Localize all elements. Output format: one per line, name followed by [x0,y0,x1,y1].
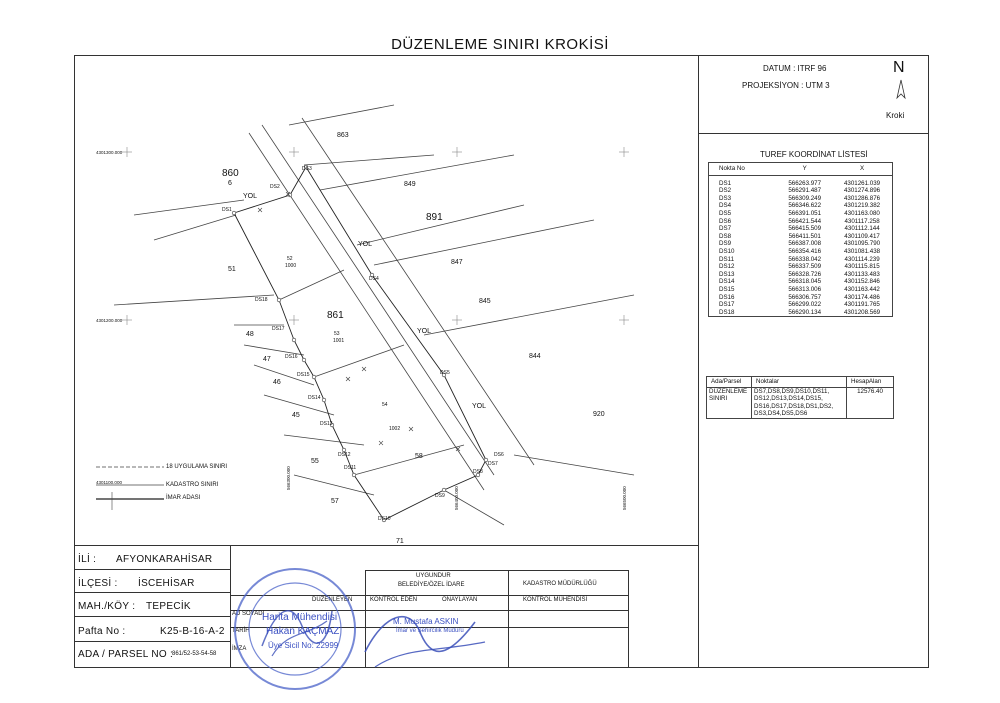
parcel-label-45: 45 [292,412,300,419]
imza: İMZA [232,646,247,652]
coord-y: 566299.022 [788,301,822,309]
kroki-label: Kroki [886,111,905,120]
coord-x: 4301163.442 [844,285,880,293]
ds-label-15: DS15 [297,372,310,378]
il-label: İLİ : [78,554,97,565]
parcel-label-863: 863 [337,132,349,139]
coord-row [709,218,892,226]
parcel-label-51: 51 [228,266,236,273]
coord-x: 4301219.382 [843,202,881,210]
coord-y: 566306.757 [788,293,822,301]
north-label: N [893,59,905,76]
coord-header-no: Nokta No [719,165,745,172]
coord-x: 4301261.039 [843,179,881,187]
ds-label-9: DS9 [435,493,445,499]
ds-label-14: DS14 [308,395,321,401]
ilce-value: İSCEHİSAR [138,578,195,589]
coord-y: 566411.501 [788,232,821,240]
parcel-label-860-sub: 6 [228,180,232,187]
ds-label-8: DS8 [473,469,483,475]
coord-point: DS13 [719,270,735,278]
coord-row [709,301,892,309]
parcel-label-55: 55 [311,458,319,465]
coord-x: 4301274.896 [843,187,881,195]
ds-label-4: DS4 [369,276,379,282]
coord-y: 566313.006 [788,285,822,293]
coord-point: DS9 [719,240,732,248]
coord-x: 4301095.790 [843,240,881,248]
coord-x: 4301081.438 [843,247,881,255]
coord-list-table [708,162,893,317]
parcel-map [74,55,698,545]
road-edge-west [262,125,494,475]
parcel-label-920: 920 [593,411,605,418]
parcel-label-845: 845 [479,298,491,305]
mah-value: TEPECİK [146,601,191,612]
panel-divider [698,55,699,668]
coord-point: DS15 [719,285,735,293]
duzenleyen: DÜZENLEYEN [312,597,353,603]
coord-row [709,202,892,210]
parsel-53-area: 1001 [333,338,345,344]
tarih: TARİH [232,628,250,634]
coord-x: 4301286.876 [843,194,881,202]
coord-row [709,278,892,286]
ds-label-18: DS18 [255,297,268,303]
coord-y: 566309.249 [788,194,822,202]
coord-point: DS3 [719,194,732,202]
area-parcel: DÜZENLEME SINIRI [707,387,752,418]
coord-row [709,286,892,294]
ds-label-17: DS17 [272,326,285,332]
coord-row [709,263,892,271]
belediye: BELEDİYE/ÖZEL İDARE [398,582,465,588]
coord-row [709,248,892,256]
coord-row [709,294,892,302]
grid-y1: 4301300.000 [96,150,123,155]
parcel-label-47: 47 [263,356,271,363]
coord-row [709,180,892,188]
coord-y: 566263.977 [788,179,822,187]
coord-x: 4301191.765 [844,301,880,309]
road-edge-east [302,118,534,465]
coord-x: 4301163.080 [844,209,880,217]
grid-x3: 566500.000 [622,486,627,510]
coord-point: DS12 [719,263,735,271]
stamp2-name: M. Mustafa ASKIN [393,617,459,626]
coord-point: DS16 [719,293,735,301]
coord-row [709,233,892,241]
coord-list-title: TUREF KOORDİNAT LİSTESİ [760,150,868,159]
stamp1-name: Harita Mühendisi [262,612,338,623]
coord-point: DS4 [719,202,732,210]
ilce-label: İLÇESİ : [78,578,118,589]
coord-row [709,187,892,195]
parsel-54: 54 [382,402,388,408]
coord-x: 4301174.486 [844,293,880,301]
ada-value: 861/52-53-54-58 [172,651,217,657]
coord-row [709,309,892,317]
coord-point: DS10 [719,247,735,255]
area-header-area: HesapAlan [851,378,882,385]
il-value: AFYONKARAHİSAR [116,554,213,565]
coord-y: 566354.416 [788,247,822,255]
coord-point: DS8 [719,232,732,240]
ds-label-12: DS12 [338,452,351,458]
coord-point: DS17 [719,301,735,309]
parsel-53: 53 [334,331,340,337]
header-divider [698,133,929,134]
coord-point: DS18 [719,308,735,316]
coord-point: DS7 [719,225,732,233]
area-header-parcel: Ada/Parsel [707,377,752,387]
ds-label-11: DS11 [344,465,357,471]
stamp2-title: İmar ve Şehircilik Müdürü [396,628,464,634]
grid-x1: 566300.000 [286,466,291,490]
ada-label: ADA / PARSEL NO : [78,649,174,660]
grid-y3: 4301100.000 [96,480,122,485]
coord-x: 4301117.258 [844,217,880,225]
coord-row [709,256,892,264]
coord-point: DS14 [719,278,735,286]
area-table [706,376,894,419]
stamp1-reg: Üye Sicil No: 22999 [268,641,339,650]
parcel-label-891: 891 [426,212,443,223]
coord-point: DS11 [719,255,735,263]
coord-x: 4301208.569 [843,308,881,316]
parcel-label-844: 844 [529,353,541,360]
coord-point: DS5 [719,209,732,217]
ds-label-7: DS7 [488,461,498,467]
parsel-54-area: 1002 [389,426,401,432]
kontrol-muh: KONTROL MÜHENDİSİ [523,597,588,603]
parcel-label-57: 57 [331,498,339,505]
coord-x: 4301114.239 [844,255,880,263]
stamp1-person: Hakan KAÇMAZ [266,626,340,637]
coord-y: 566421.544 [788,217,822,225]
legend-cadastre: KADASTRO SINIRI [166,482,219,488]
parsel-52: 52 [287,256,293,262]
coord-header-x: X [859,165,865,172]
parcel-label-48: 48 [246,331,254,338]
page-title: DÜZENLEME SINIRI KROKİSİ [391,36,609,53]
legend-zoning: İMAR ADASI [166,495,201,501]
road-label-2: YOL [358,241,373,248]
ad-soyadi: AD SOYADI [232,611,265,617]
coord-y: 566415.509 [788,225,822,233]
coord-y: 566391.051 [788,209,822,217]
coord-y: 566337.509 [788,263,822,271]
coord-row [709,210,892,218]
ds-label-6: DS6 [494,452,504,458]
coord-row [709,271,892,279]
director-signature-icon [355,592,495,682]
grid-x2: 566400.000 [454,486,459,510]
coord-y: 566290.134 [788,308,822,316]
coord-y: 566328.726 [788,270,822,278]
coord-point: DS1 [719,179,732,187]
pafta-value: K25-B-16-A-2 [160,626,225,637]
area-header-points: Noktalar [752,377,847,387]
datum-label: DATUM : ITRF 96 [763,64,827,73]
road-label-1: YOL [243,193,258,200]
parcel-label-860: 860 [222,168,239,179]
road-label-3: YOL [417,328,432,335]
coord-header-y: Y [802,165,807,172]
parcel-label-58: 58 [415,453,423,460]
parcel-label-847: 847 [451,259,463,266]
ds-label-3: DS3 [302,166,312,172]
coord-point: DS6 [719,217,732,225]
kadastro: KADASTRO MÜDÜRLÜĞÜ [523,581,597,587]
ds-label-2: DS2 [270,184,280,190]
projection-label: PROJEKSİYON : UTM 3 [742,81,830,90]
onaylayan: ONAYLAYAN [442,597,478,603]
road-label-4: YOL [472,403,487,410]
coord-y: 566291.487 [788,187,822,195]
area-value: 12576.40 [857,387,883,395]
mah-label: MAH./KÖY : [78,601,136,612]
coord-row [709,195,892,203]
north-arrow-icon [893,78,909,102]
coord-x: 4301152.846 [844,278,880,286]
ds-label-1: DS1 [222,207,232,213]
coord-row [709,225,892,233]
coord-x: 4301133.483 [844,270,880,278]
pafta-label: Pafta No : [78,626,126,637]
coord-x: 4301109.417 [844,232,880,240]
coord-y: 566318.045 [788,278,822,286]
ds-label-13: DS13 [320,421,333,427]
kontrol-eden: KONTROL EDEN [370,597,418,603]
ds-label-5: DS5 [440,370,450,376]
coord-y: 566346.622 [788,202,822,210]
area-points: DS7,DS8,DS9,DS10,DS11, DS12,DS13,DS14,DS15, DS16,DS17,DS18,DS1,DS2, DS3,DS4,DS5,DS6 [752,387,847,418]
coord-y: 566387.008 [788,240,822,248]
ds-label-10: DS10 [378,516,391,522]
location-info [74,545,230,668]
parcel-label-849: 849 [404,181,416,188]
coord-y: 566338.042 [788,255,822,263]
uygundur: UYGUNDUR [416,573,451,579]
parcel-label-46: 46 [273,379,281,386]
ds-label-16: DS16 [285,354,298,360]
parsel-52-area: 1000 [285,263,297,269]
legend-applied: 18 UYGULAMA SINIRI [166,464,228,470]
coord-point: DS2 [719,187,732,195]
parcel-label-71: 71 [396,538,404,545]
coord-x: 4301115.815 [844,263,880,271]
grid-y2: 4301200.000 [96,318,123,323]
coord-x: 4301112.144 [844,225,880,233]
parcel-label-861: 861 [327,310,344,321]
coord-row [709,240,892,248]
